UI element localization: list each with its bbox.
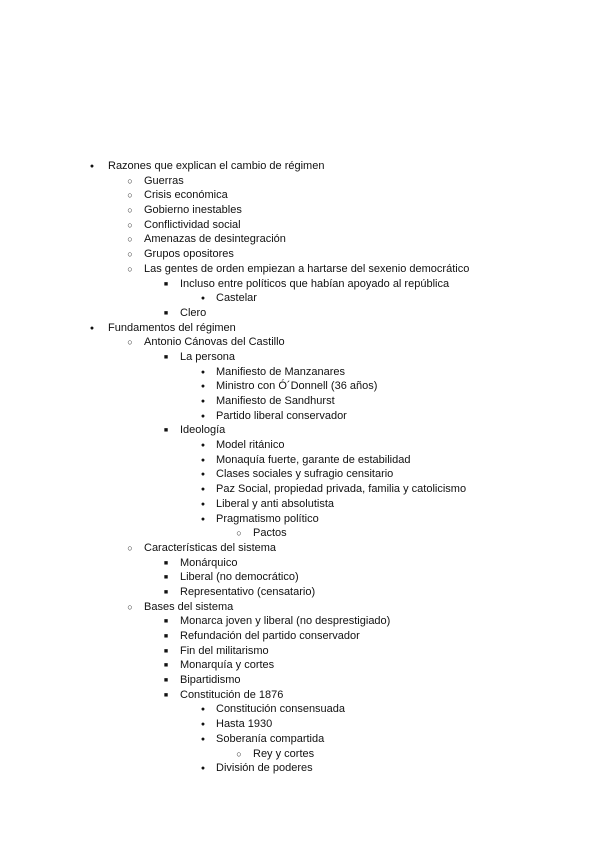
outline-item-text: Fundamentos del régimen <box>108 321 236 334</box>
outline-item-text: División de poderes <box>216 762 313 775</box>
outline-item-text: Pragmatismo político <box>216 512 319 525</box>
outline-item-text: Gobierno inestables <box>144 204 242 217</box>
circle-bullet-icon <box>124 203 136 218</box>
outline-item-text: Características del sistema <box>144 541 277 554</box>
outline-item-text: Ministro con Ó´Donnell (36 años) <box>216 380 378 393</box>
circle-bullet-icon <box>124 262 136 277</box>
document-page <box>0 159 600 776</box>
outline-item-level-1 <box>0 335 600 350</box>
outline-item-level-2 <box>0 306 600 321</box>
outline-item-level-1 <box>0 600 600 615</box>
outline-item-level-3 <box>0 702 600 717</box>
outline-item-text: Soberanía compartida <box>216 732 325 745</box>
outline-item-level-2 <box>0 629 600 644</box>
outline-item-level-2 <box>0 570 600 585</box>
circle-bullet-icon <box>233 747 245 762</box>
outline-item-level-2 <box>0 350 600 365</box>
outline-item-level-1 <box>0 541 600 556</box>
outline-item-level-2 <box>0 658 600 673</box>
outline-item-level-3 <box>0 291 600 306</box>
outline-item-level-1 <box>0 232 600 247</box>
outline-item-level-0 <box>0 159 600 174</box>
outline-item-text: Clero <box>180 306 207 319</box>
outline-item-level-3 <box>0 365 600 380</box>
outline-item-text: Manifiesto de Sandhurst <box>216 395 335 407</box>
outline-item-level-3 <box>0 497 600 512</box>
circle-bullet-icon <box>124 600 136 615</box>
outline-item-level-3 <box>0 438 600 453</box>
outline-item-text: Bipartidismo <box>180 674 241 687</box>
outline-item-text: Paz Social, propiedad privada, familia y catolicismo <box>216 483 467 496</box>
outline-item-level-1 <box>0 174 600 189</box>
outline-item-level-3 <box>0 512 600 527</box>
outline-item-text: Guerras <box>144 174 184 187</box>
outline-item-text: Amenazas de desintegración <box>144 233 286 246</box>
outline-item-text: Model ritánico <box>216 439 285 452</box>
outline-item-level-3 <box>0 379 600 394</box>
outline-item-level-2 <box>0 277 600 292</box>
outline-item-level-2 <box>0 585 600 600</box>
outline-item-level-3 <box>0 717 600 732</box>
circle-bullet-icon <box>124 541 136 556</box>
outline-item-text: Constitución consensuada <box>216 703 346 716</box>
outline-item-level-2 <box>0 423 600 438</box>
outline-item-text: Hasta 1930 <box>216 718 273 731</box>
outline-item-level-4 <box>0 526 600 541</box>
outline-item-text: Monárquico <box>180 556 238 569</box>
outline-item-text: Castelar <box>216 292 257 305</box>
outline-item-level-1 <box>0 188 600 203</box>
outline-item-level-3 <box>0 482 600 497</box>
circle-bullet-icon <box>233 526 245 541</box>
outline-item-text: Grupos opositores <box>144 248 234 261</box>
outline-item-level-3 <box>0 732 600 747</box>
outline-item-level-4 <box>0 747 600 762</box>
outline-item-level-3 <box>0 453 600 468</box>
outline-item-level-0 <box>0 321 600 336</box>
outline-item-text: Monaquía fuerte, garante de estabilidad <box>216 453 411 466</box>
outline-item-text: Conflictividad social <box>144 218 241 231</box>
outline-item-text: Liberal y anti absolutista <box>216 497 335 510</box>
circle-bullet-icon <box>124 232 136 247</box>
outline-item-text: Manifiesto de Manzanares <box>216 365 346 378</box>
outline-item-text: Clases sociales y sufragio censitario <box>216 468 394 481</box>
outline-item-text: Las gentes de orden empiezan a hartarse del sexenio democrático <box>144 262 470 275</box>
outline-item-level-2 <box>0 673 600 688</box>
circle-bullet-icon <box>124 335 136 350</box>
outline-item-level-2 <box>0 644 600 659</box>
circle-bullet-icon <box>124 174 136 189</box>
outline-item-text: Representativo (censatario) <box>180 585 316 598</box>
outline-item-text: Razones que explican el cambio de régimen <box>108 160 325 172</box>
outline-item-text: Partido liberal conservador <box>216 409 347 422</box>
outline-item-text: Constitución de 1876 <box>180 688 284 701</box>
outline-item-level-3 <box>0 761 600 776</box>
outline-item-text: Monarquía y cortes <box>180 659 275 672</box>
outline-item-text: Rey y cortes <box>253 747 315 760</box>
circle-bullet-icon <box>124 218 136 233</box>
outline-item-text: Crisis económica <box>144 189 228 202</box>
outline-item-text: Monarca joven y liberal (no desprestigiado) <box>180 615 391 628</box>
outline-item-level-1 <box>0 262 600 277</box>
outline-item-text: Pactos <box>253 527 287 540</box>
outline-item-level-3 <box>0 409 600 424</box>
outline-item-text: Refundación del partido conservador <box>180 630 360 642</box>
outline-item-level-2 <box>0 614 600 629</box>
outline-item-text: Bases del sistema <box>144 600 234 613</box>
outline-item-text: Liberal (no democrático) <box>180 571 299 584</box>
outline-item-level-3 <box>0 394 600 409</box>
outline-item-level-3 <box>0 467 600 482</box>
circle-bullet-icon <box>124 188 136 203</box>
disc-bullet-icon <box>197 761 209 778</box>
circle-bullet-icon <box>124 247 136 262</box>
outline-item-text: Antonio Cánovas del Castillo <box>144 336 285 349</box>
outline-item-level-2 <box>0 688 600 703</box>
outline-item-text: Fin del militarismo <box>180 644 269 657</box>
outline-item-text: Incluso entre políticos que habían apoyado al república <box>180 277 450 290</box>
outline-item-level-2 <box>0 556 600 571</box>
outline-item-level-1 <box>0 218 600 233</box>
outline-item-level-1 <box>0 203 600 218</box>
outline-item-level-1 <box>0 247 600 262</box>
outline-item-text: La persona <box>180 350 236 363</box>
outline-item-text: Ideología <box>180 424 226 437</box>
